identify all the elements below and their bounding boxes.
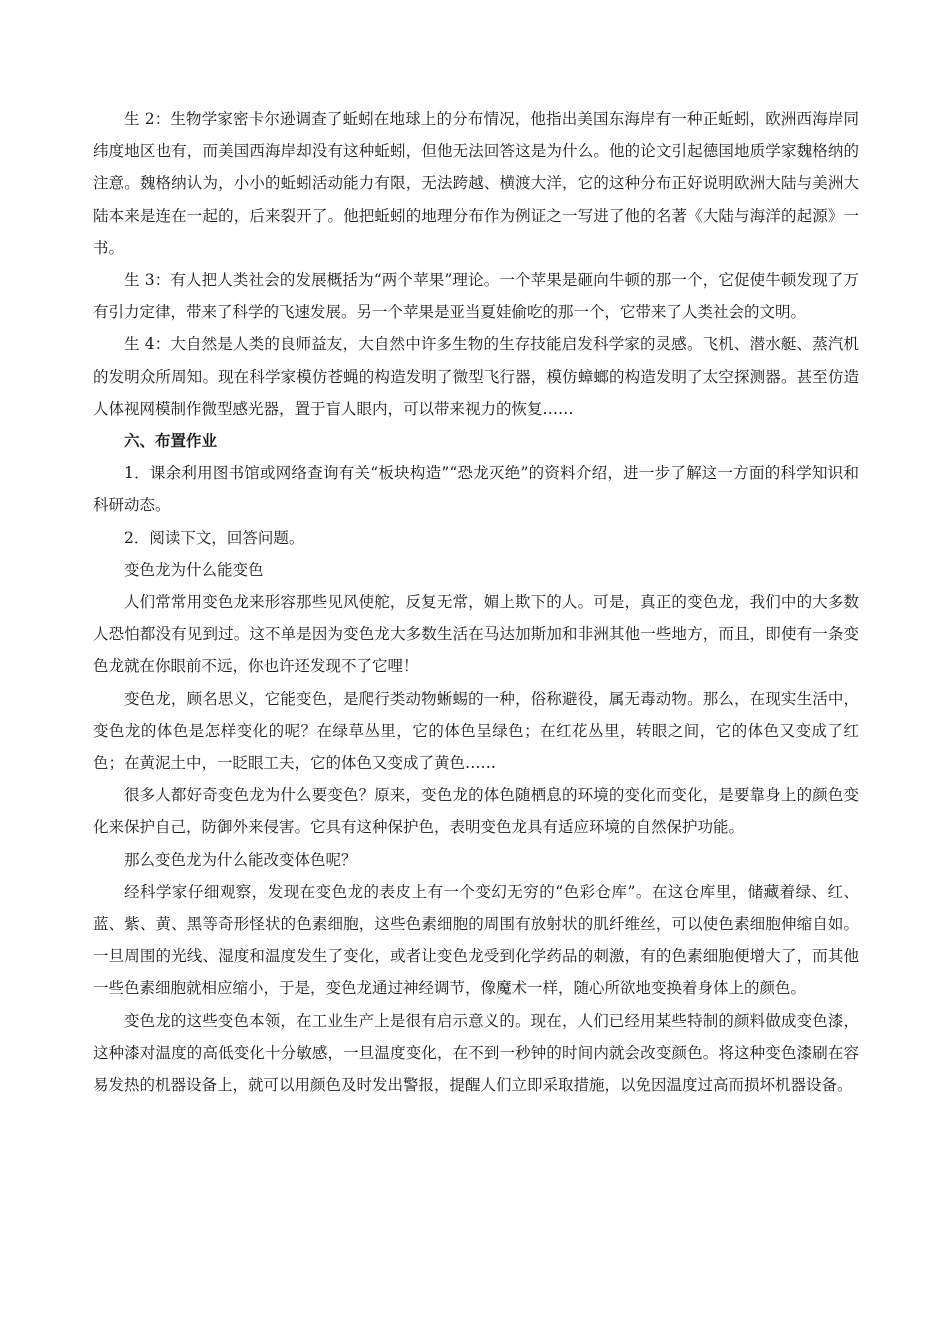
article-paragraph: 那么变色龙为什么能改变体色呢？	[124, 850, 357, 869]
homework-item-2: 2．阅读下文，回答问题。	[124, 528, 305, 547]
article-paragraph: 很多人都好奇变色龙为什么要变色？原来，变色龙的体色随栖息的环境的变化而变化，是要靠身上的颜色变化来保护自己，防御外来侵害。它具有这种保护色，表明变色龙具有适应环境的自然保护功能。	[93, 786, 859, 837]
student-2-paragraph: 生 2：生物学家密卡尔逊调查了蚯蚓在地球上的分布情况，他指出美国东海岸有一种正蚯蚓，欧洲西海岸同纬度地区也有，而美国西海岸却没有这种蚯蚓，但他无法回答这是为什么。他的论文引起德国地质学家魏格纳的注意。魏格纳认为，小小的蚯蚓活动能力有限，无法跨越、横渡大洋，它的这种分布正好说明欧洲大陆与美洲大陆本来是连在一起的，后来裂开了。他把蚯蚓的地理分布作为例证之一写进了他的名著《大陆与海洋的起源》一书。	[93, 110, 859, 257]
article-paragraph: 变色龙的这些变色本领，在工业生产上是很有启示意义的。现在，人们已经用某些特制的颜料做成变色漆，这种漆对温度的高低变化十分敏感，一旦温度变化，在不到一秒钟的时间内就会改变颜色。将这种变色漆刷在容易发热的机器设备上，就可以用颜色及时发出警报，提醒人们立即采取措施，以免因温度过高而损坏机器设备。	[93, 1011, 859, 1095]
homework-item-1: 1．课余利用图书馆或网络查询有关“板块构造”“恐龙灭绝”的资料介绍，进一步了解这一方面的科学知识和科研动态。	[93, 464, 859, 515]
section-heading: 六、布置作业	[124, 432, 218, 451]
student-3-paragraph: 生 3：有人把人类社会的发展概括为“两个苹果”理论。一个苹果是砸向牛顿的那一个，它促使牛顿发现了万有引力定律，带来了科学的飞速发展。另一个苹果是亚当夏娃偷吃的那一个，它带来了人类社会的文明。	[93, 271, 859, 322]
article-title: 变色龙为什么能变色	[124, 560, 264, 579]
article-paragraph: 人们常常用变色龙来形容那些见风使舵，反复无常，媚上欺下的人。可是，真正的变色龙，我们中的大多数人恐怕都没有见到过。这不单是因为变色龙大多数生活在马达加斯加和非洲其他一些地方，而且，即使有一条变色龙就在你眼前不远，你也许还发现不了它哩！	[93, 593, 859, 676]
article-paragraph: 变色龙，顾名思义，它能变色，是爬行类动物蜥蜴的一种，俗称避役，属无毒动物。那么，在现实生活中，变色龙的体色是怎样变化的呢？在绿草丛里，它的体色呈绿色；在红花丛里，转眼之间，它的体色又变成了红色；在黄泥土中，一眨眼工夫，它的体色又变成了黄色……	[93, 689, 859, 773]
document-page	[93, 103, 859, 1101]
student-4-paragraph: 生 4：大自然是人类的良师益友，大自然中许多生物的生存技能启发科学家的灵感。飞机、潜水艇、蒸汽机的发明众所周知。现在科学家模仿苍蝇的构造发明了微型飞行器，模仿蟑螂的构造发明了太空探测器。甚至仿造人体视网模制作微型感光器，置于盲人眼内，可以带来视力的恢复……	[93, 335, 859, 418]
article-paragraph: 经科学家仔细观察，发现在变色龙的表皮上有一个变幻无穷的“色彩仓库”。在这仓库里，储藏着绿、红、蓝、紫、黄、黑等奇形怪状的色素细胞，这些色素细胞的周围有放射状的肌纤维丝，可以使色素细胞伸缩自如。一旦周围的光线、湿度和温度发生了变化，或者让变色龙受到化学药品的刺激，有的色素细胞便增大了，而其他一些色素细胞就相应缩小，于是，变色龙通过神经调节，像魔术一样，随心所欲地变换着身体上的颜色。	[93, 882, 859, 998]
